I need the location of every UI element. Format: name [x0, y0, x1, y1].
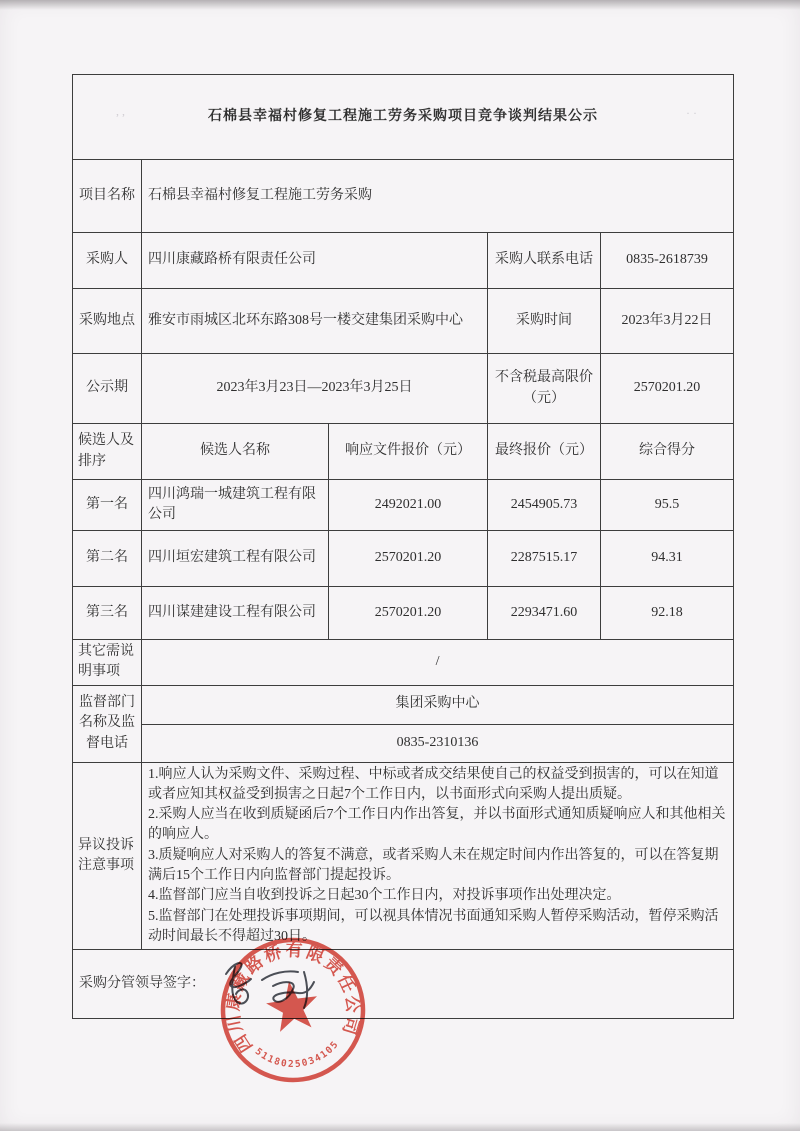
supervision-phone-row: [73, 724, 734, 762]
candidate-name: 四川鸿瑞一城建筑工程有限公司: [142, 480, 329, 531]
purchaser-phone-value: 0835-2618739: [601, 233, 734, 289]
objection-item-5: 5.监督部门在处理投诉事项期间，可以视具体情况书面通知采购人暂停采购活动，暂停采购活动时间最长不得超过30日。: [148, 908, 719, 944]
candidate-name-header: 候选人名称: [142, 424, 329, 480]
candidate-row-2: [73, 531, 734, 587]
location-row: [73, 289, 734, 354]
supervision-dept-value: 集团采购中心: [142, 685, 734, 724]
result-table: [72, 74, 734, 1019]
title-row: [73, 75, 734, 160]
seal-company-text: 四川康藏路桥有限责任公司: [223, 940, 363, 1056]
candidate-name: 四川垣宏建筑工程有限公司: [142, 531, 329, 587]
candidate-doc-price: 2570201.20: [329, 531, 488, 587]
objection-item-2: 2.采购人应当在收到质疑函后7个工作日内作出答复，并以书面形式通知质疑响应人和其他相关的响应人。: [148, 807, 726, 843]
candidate-doc-price: 2570201.20: [329, 587, 488, 640]
objection-item-1: 1.响应人认为采购文件、采购过程、中标或者成交结果使自己的权益受到损害的，可以在知道或者应知其权益受到损害之日起7个工作日内，以书面形式向采购人提出质疑。: [148, 766, 719, 802]
max-price-value: 2570201.20: [601, 354, 734, 424]
project-name-label: 项目名称: [73, 160, 142, 233]
seal-number-text: 5118025034105: [252, 1038, 342, 1071]
project-name-value: 石棉县幸福村修复工程施工劳务采购: [142, 160, 734, 233]
final-price-header: 最终报价（元）: [488, 424, 601, 480]
max-price-label: 不含税最高限价（元）: [488, 354, 601, 424]
purchaser-phone-label: 采购人联系电话: [488, 233, 601, 289]
objection-item-3: 3.质疑响应人对采购人的答复不满意，或者采购人未在规定时间内作出答复的，可以在答复期满后15个工作日内向监督部门提起投诉。: [148, 847, 719, 884]
publicity-period-row: [73, 354, 734, 424]
objection-text: [142, 762, 734, 950]
purchase-time-value: 2023年3月22日: [601, 289, 734, 354]
candidate-final-price: 2293471.60: [488, 587, 601, 640]
company-seal: [211, 928, 375, 1092]
candidate-rank: 第一名: [73, 480, 142, 531]
other-notes-label: 其它需说明事项: [73, 640, 142, 686]
purchaser-label: 采购人: [73, 233, 142, 289]
candidate-rank: 第三名: [73, 587, 142, 640]
purchase-time-label: 采购时间: [488, 289, 601, 354]
publicity-period-value: 2023年3月23日—2023年3月25日: [142, 354, 488, 424]
candidate-doc-price: 2492021.00: [329, 480, 488, 531]
publicity-period-label: 公示期: [73, 354, 142, 424]
document-title: 石棉县幸福村修复工程施工劳务采购项目竞争谈判结果公示: [73, 75, 734, 160]
doc-price-header: 响应文件报价（元）: [329, 424, 488, 480]
project-name-row: [73, 160, 734, 233]
candidate-row-3: [73, 587, 734, 640]
candidates-header-row: [73, 424, 734, 480]
other-notes-row: [73, 640, 734, 686]
purchaser-value: 四川康藏路桥有限责任公司: [142, 233, 488, 289]
objection-label: 异议投诉注意事项: [73, 762, 142, 950]
score-header: 综合得分: [601, 424, 734, 480]
supervision-dept-row: [73, 685, 734, 724]
candidate-final-price: 2287515.17: [488, 531, 601, 587]
purchaser-row: [73, 233, 734, 289]
supervision-label: 监督部门名称及监督电话: [73, 685, 142, 762]
candidate-score: 94.31: [601, 531, 734, 587]
signature-row: [73, 950, 734, 1019]
scan-artifact: · ·: [686, 106, 697, 120]
signature-label: 采购分管领导签字：: [73, 950, 734, 1019]
location-value: 雅安市雨城区北环东路308号一楼交建集团采购中心: [142, 289, 488, 354]
candidates-section-label: 候选人及排序: [73, 424, 142, 480]
objection-notice-row: [73, 762, 734, 950]
candidate-name: 四川谋建建设工程有限公司: [142, 587, 329, 640]
candidate-row-1: [73, 480, 734, 531]
other-notes-value: /: [142, 640, 734, 686]
candidate-score: 92.18: [601, 587, 734, 640]
supervision-phone-value: 0835-2310136: [142, 724, 734, 762]
objection-item-4: 4.监督部门应当自收到投诉之日起30个工作日内，对投诉事项作出处理决定。: [148, 888, 621, 904]
candidate-score: 95.5: [601, 480, 734, 531]
candidate-rank: 第二名: [73, 531, 142, 587]
scan-artifact: , ,: [116, 104, 125, 118]
candidate-final-price: 2454905.73: [488, 480, 601, 531]
seal-star: [264, 978, 322, 1033]
location-label: 采购地点: [73, 289, 142, 354]
